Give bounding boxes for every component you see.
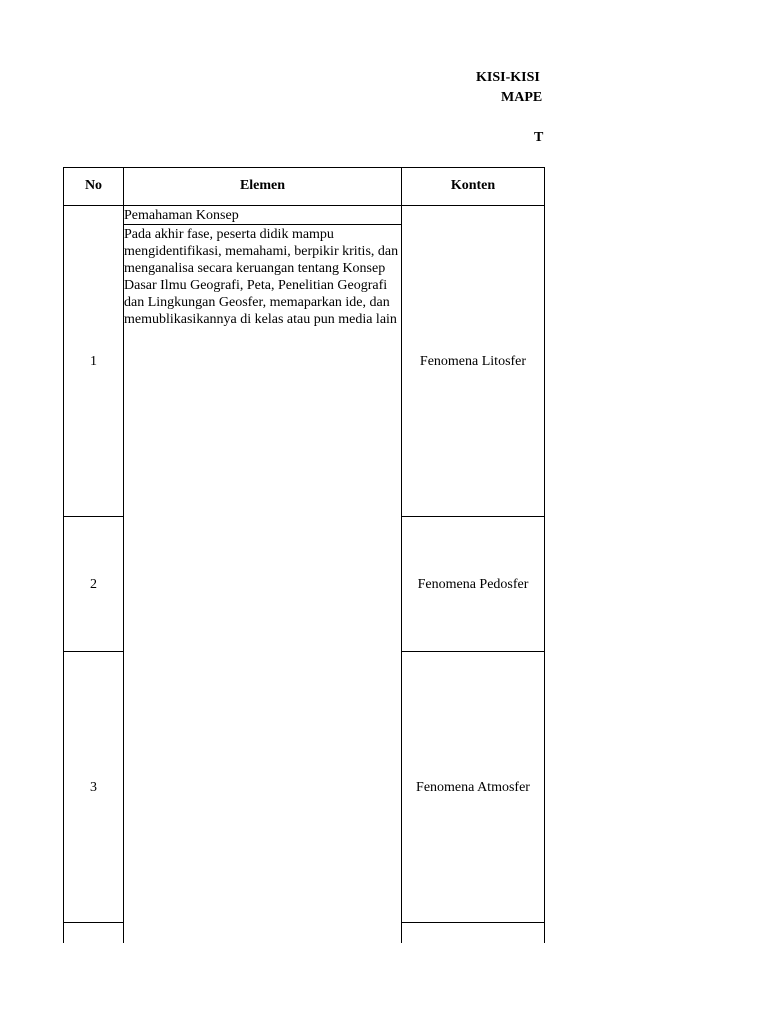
row-2-konten: Fenomena Pedosfer [417, 577, 529, 592]
title-line-3: T [534, 130, 544, 145]
row-1-konten: Fenomena Litosfer [419, 354, 527, 369]
table-border-top [63, 167, 545, 168]
row-1-border-konten [401, 516, 545, 517]
column-header-no: No [84, 178, 103, 193]
title-line-2: MAPE [501, 90, 543, 105]
row-2-border-konten [401, 651, 545, 652]
header-border-bottom [63, 205, 545, 206]
element-title-border [123, 224, 402, 225]
row-3-no: 3 [90, 780, 97, 795]
table-border-right [544, 167, 545, 943]
column-header-konten: Konten [450, 178, 496, 193]
row-1-no: 1 [90, 354, 97, 369]
element-description: Pada akhir fase, peserta didik mampu mengidentifikasi, memahami, berpikir kritis, dan menganalisa secara keruangan tentang Konsep Dasar Ilmu Geografi, Peta, Penelitian Geografi dan Lingkungan Geosfer, memaparkan ide, dan memublikasikannya di kelas atau pun media lain [124, 227, 399, 327]
row-2-no: 2 [90, 577, 97, 592]
row-3-border-konten [401, 922, 545, 923]
row-2-border-no [63, 651, 123, 652]
table-border-left [63, 167, 64, 943]
row-1-border-no [63, 516, 123, 517]
column-header-elemen: Elemen [239, 178, 286, 193]
row-3-konten: Fenomena Atmosfer [416, 780, 530, 795]
title-line-1: KISI-KISI [476, 70, 540, 85]
row-3-border-no [63, 922, 123, 923]
element-title: Pemahaman Konsep [124, 208, 239, 223]
